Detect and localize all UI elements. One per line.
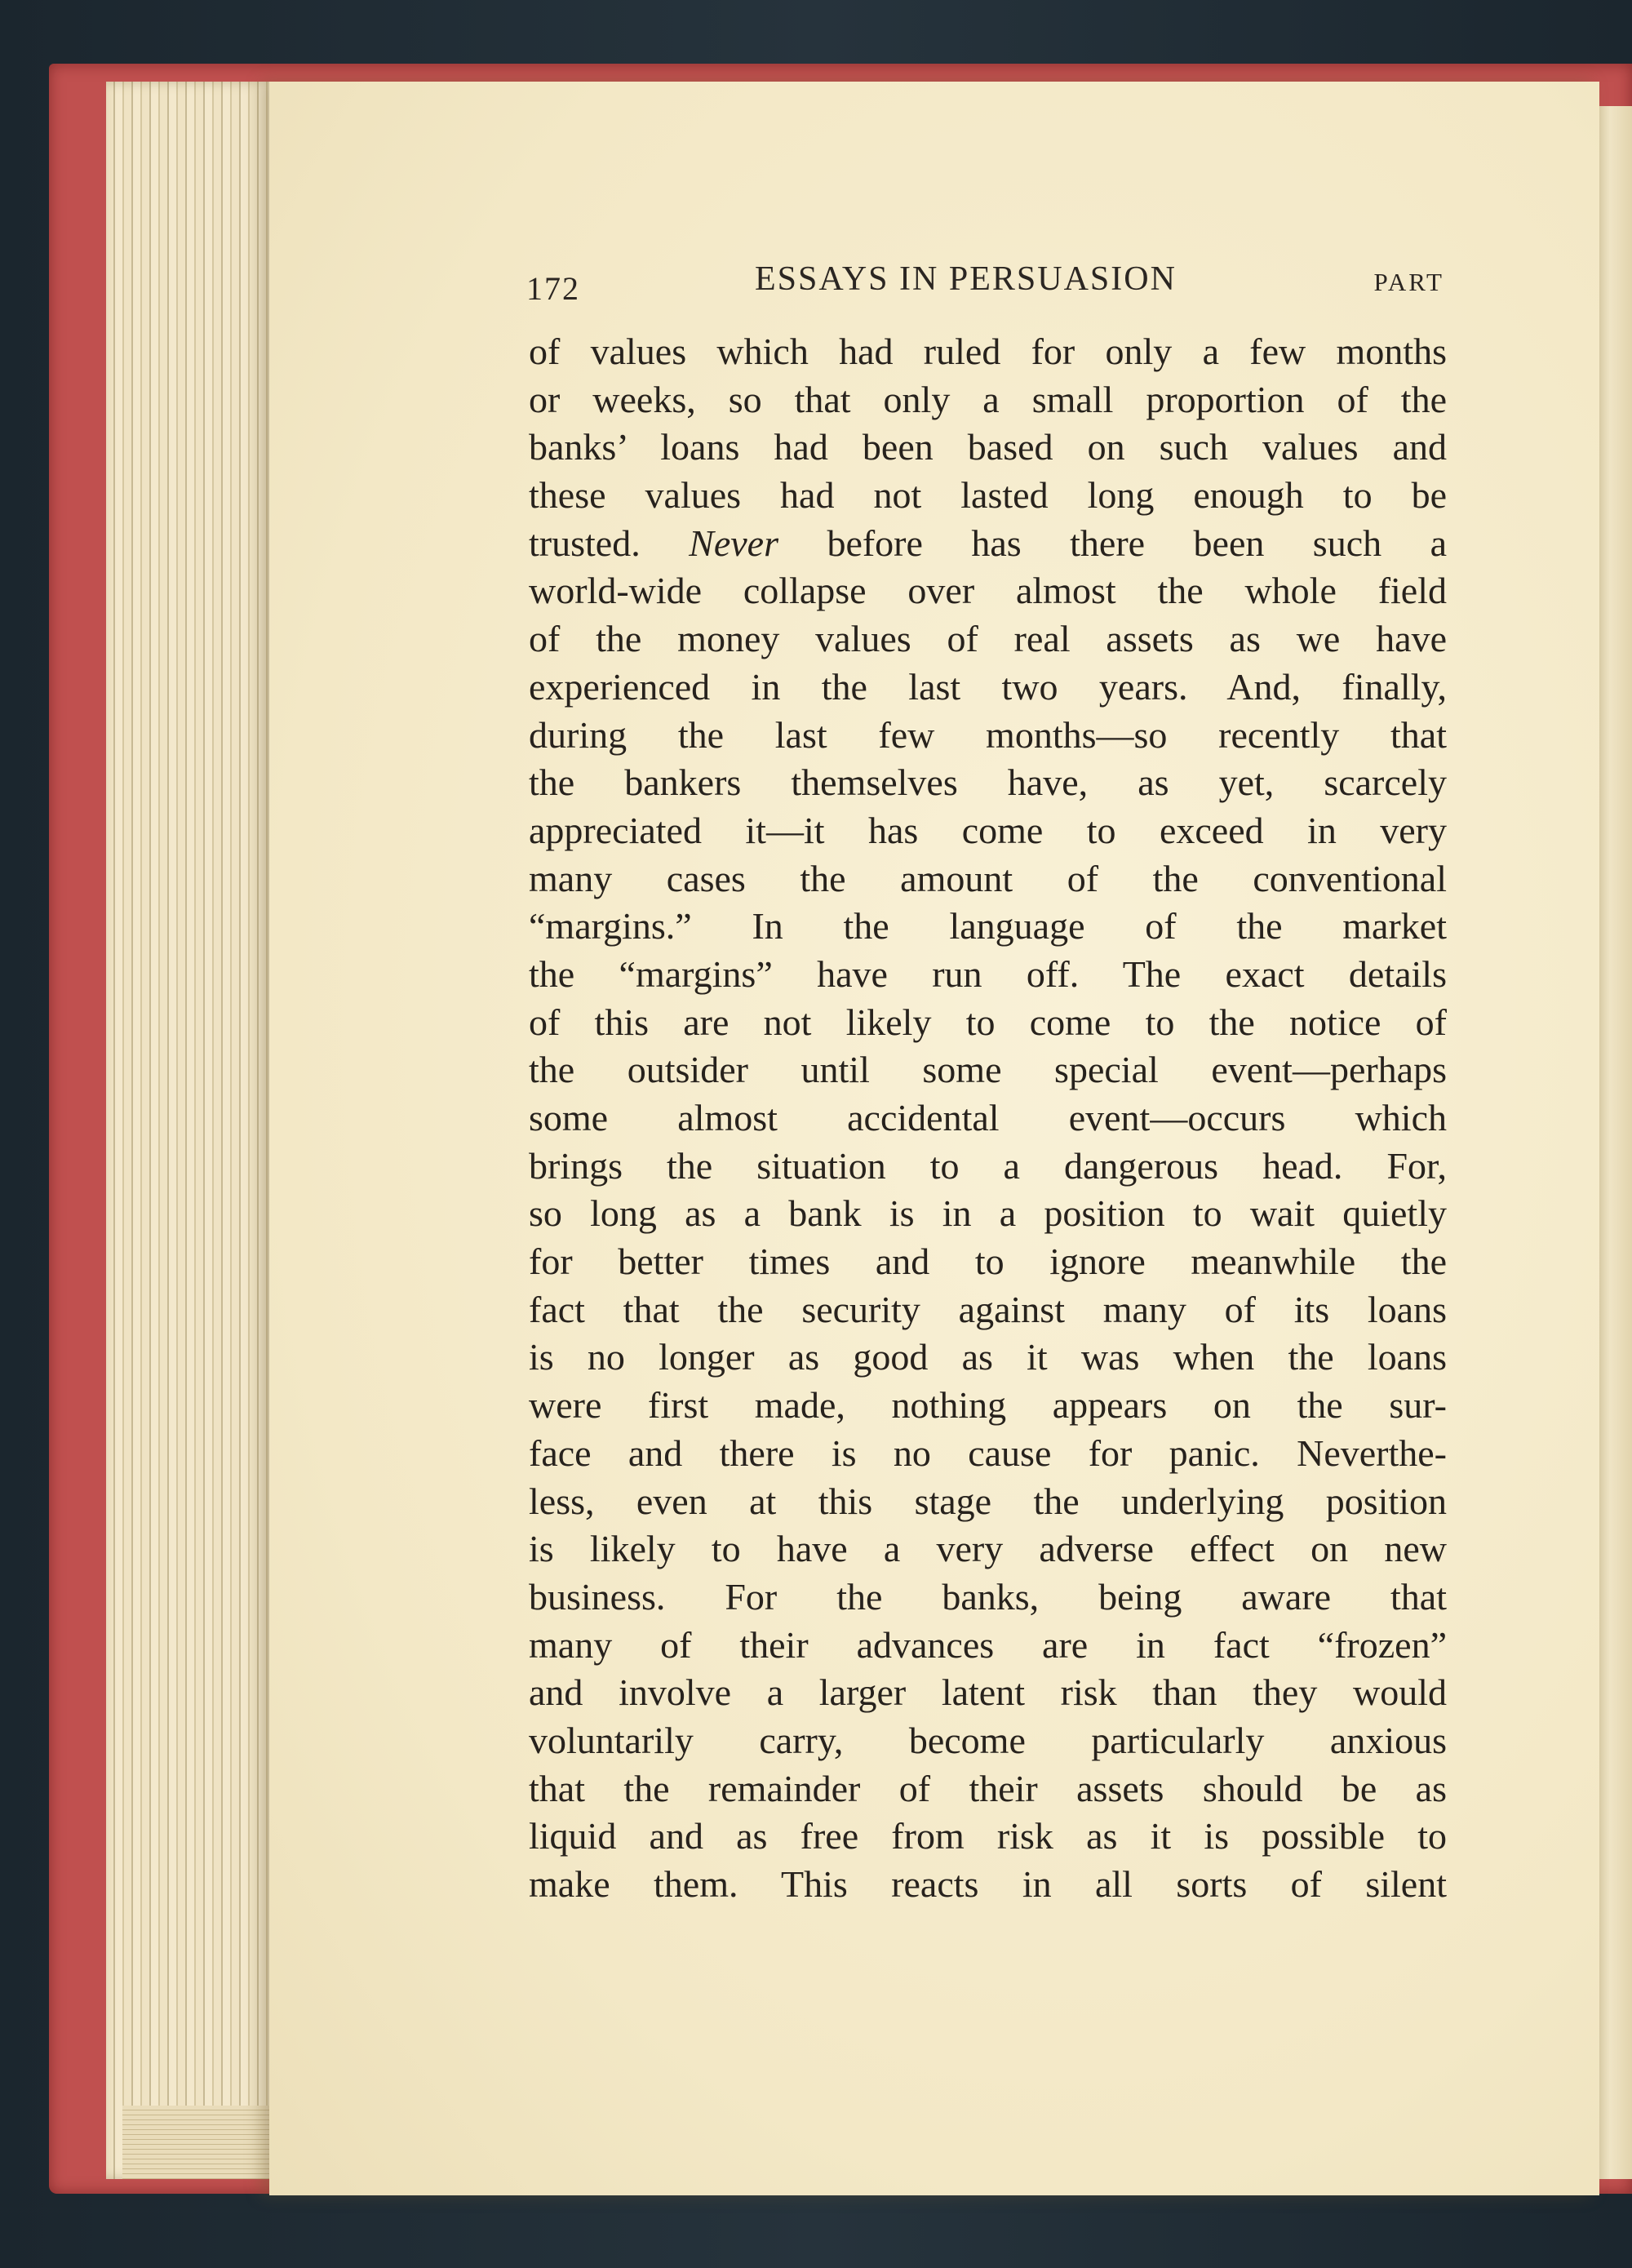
facing-page-edge [1595, 106, 1632, 2179]
text-line: for better times and to ignore meanwhile the [529, 1241, 1447, 1283]
text-line: and involve a larger latent risk than they would [529, 1671, 1447, 1714]
text-line: liquid and as free from risk as it is possible to [529, 1815, 1447, 1857]
page-number: 172 [526, 270, 580, 307]
text-line [529, 520, 1447, 568]
text-line: the outsider until some special event—perhaps [529, 1049, 1447, 1091]
body-text [529, 328, 1447, 1909]
text-line: the bankers themselves have, as yet, scarcely [529, 761, 1447, 804]
text-line: were first made, nothing appears on the sur- [529, 1384, 1447, 1427]
page-edges-stack [106, 82, 294, 2179]
text-line: the “margins” have run off. The exact details [529, 952, 1447, 995]
text-segment: before has there been such a [778, 522, 1447, 564]
text-line: during the last few months—so recently that [529, 713, 1447, 756]
text-line: banks’ loans had been based on such values and [529, 426, 1447, 468]
text-line: experienced in the last two years. And, finally, [529, 665, 1447, 708]
text-line: voluntarily carry, become particularly anxious [529, 1719, 1447, 1761]
part-label: PART [1373, 268, 1444, 296]
text-line: some almost accidental event—occurs which [529, 1097, 1447, 1138]
text-segment: trusted. [529, 522, 690, 564]
text-line: “margins.” In the language of the market [529, 905, 1447, 948]
text-line: many cases the amount of the conventional [529, 857, 1447, 899]
text-line: that the remainder of their assets should be as [529, 1767, 1447, 1809]
text-line: of the money values of real assets as we have [529, 618, 1447, 660]
text-line: make them. This reacts in all sorts of silent [529, 1863, 1447, 1905]
text-line: so long as a bank is in a position to wait quietly [529, 1192, 1447, 1235]
text-line: face and there is no cause for panic. Neverthe- [529, 1431, 1447, 1474]
text-line: less, even at this stage the underlying position [529, 1480, 1447, 1522]
text-line: world-wide collapse over almost the whole field [529, 570, 1447, 612]
text-line: appreciated it—it has come to exceed in very [529, 809, 1447, 851]
text-line: many of their advances are in fact “frozen” [529, 1623, 1447, 1666]
text-line: or weeks, so that only a small proportion of the [529, 378, 1447, 420]
text-line: is likely to have a very adverse effect on new [529, 1528, 1447, 1570]
running-head [526, 260, 1444, 308]
text-line: these values had not lasted long enough to be [529, 474, 1447, 517]
text-line: is no longer as good as it was when the loans [529, 1336, 1447, 1378]
text-line: of this are not likely to come to the notice of [529, 1001, 1447, 1043]
text-line: business. For the banks, being aware that [529, 1575, 1447, 1618]
text-line: fact that the security against many of its loans [529, 1288, 1447, 1330]
text-line: brings the situation to a dangerous head. For, [529, 1144, 1447, 1187]
italic-word: Never [689, 522, 778, 564]
book-title: ESSAYS IN PERSUASION [755, 260, 1177, 298]
text-line: of values which had ruled for only a few months [529, 331, 1447, 372]
